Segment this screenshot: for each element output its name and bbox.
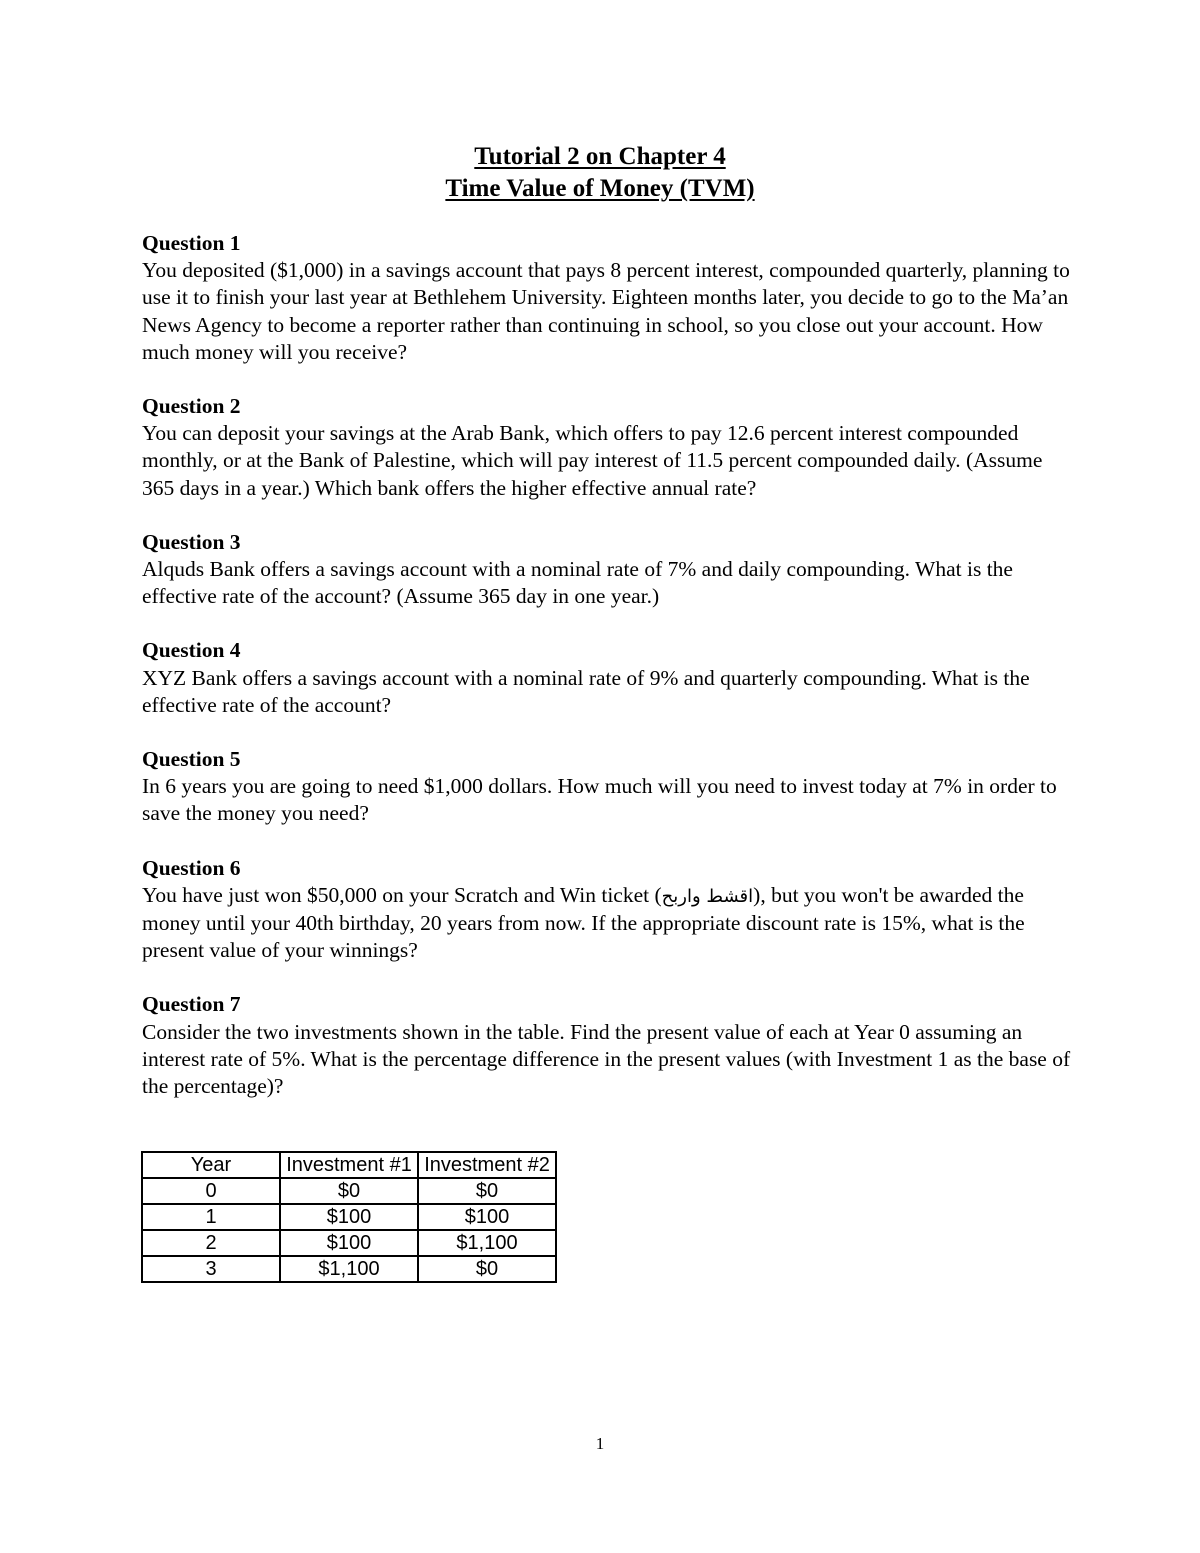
title-line-2: Time Value of Money (TVM) <box>445 175 755 202</box>
table-row <box>142 1204 556 1230</box>
question-text: Consider the two investments shown in the table. Find the present value of each at Year 0 assuming an interest rate of 5%. What is the percentage difference in the present values (with Investment 1 as the base of the percentage)? <box>142 1019 1071 1099</box>
question-heading: Question 1 <box>142 231 241 255</box>
table-cell: $100 <box>280 1204 418 1230</box>
table-cell: $1,100 <box>418 1230 556 1256</box>
arabic-phrase: اقشط واربح <box>661 885 754 907</box>
question-2 <box>142 393 1072 502</box>
table-cell: $100 <box>418 1204 556 1230</box>
table-cell: 0 <box>142 1178 280 1204</box>
question-text: You deposited ($1,000) in a savings account that pays 8 percent interest, compounded quarterly, planning to use it to finish your last year at Bethlehem University. Eighteen months later, you decide to go to the Ma’an News Agency to become a reporter rather than continuing in school, so you close out your account. How much money will you receive? <box>142 258 1070 364</box>
document-title <box>0 141 1200 205</box>
question-text-part: You have just won $50,000 on your Scratch and Win ticket ( <box>142 882 662 907</box>
question-text: Alquds Bank offers a savings account with a nominal rate of 7% and daily compounding. What is the effective rate of the account? (Assume 365 day in one year.) <box>142 557 1013 609</box>
table-cell: $0 <box>418 1256 556 1282</box>
table-cell: 2 <box>142 1230 280 1256</box>
title-line-1: Tutorial 2 on Chapter 4 <box>474 143 726 170</box>
question-text: You can deposit your savings at the Arab Bank, which offers to pay 12.6 percent interest compounded monthly, or at the Bank of Palestine, which will pay interest of 11.5 percent compounded daily. (Assume 365 days in a year.) Which bank offers the higher effective annual rate? <box>142 421 1043 500</box>
table-cell: $0 <box>418 1178 556 1204</box>
table-cell: 1 <box>142 1204 280 1230</box>
column-header-year: Year <box>142 1152 280 1178</box>
question-7 <box>142 991 1072 1100</box>
table-header-row <box>142 1152 556 1178</box>
question-text: In 6 years you are going to need $1,000 dollars. How much will you need to invest today at 7% in order to save the money you need? <box>142 774 1057 826</box>
table-row <box>142 1230 556 1256</box>
page-number: 1 <box>595 1434 605 1453</box>
investment-table <box>141 1151 557 1283</box>
table-row <box>142 1178 556 1204</box>
table-cell: $1,100 <box>280 1256 418 1282</box>
question-4 <box>142 637 1072 719</box>
column-header-investment-1: Investment #1 <box>280 1152 418 1178</box>
table-cell: $0 <box>280 1178 418 1204</box>
question-5 <box>142 746 1072 828</box>
question-6 <box>142 855 1072 965</box>
question-text: XYZ Bank offers a savings account with a nominal rate of 9% and quarterly compounding. What is the effective rate of the account? <box>142 665 1030 717</box>
questions-section <box>142 230 1072 1127</box>
question-3 <box>142 529 1072 611</box>
table-row <box>142 1256 556 1282</box>
question-heading: Question 3 <box>142 529 241 554</box>
question-heading: Question 5 <box>142 747 241 772</box>
question-heading: Question 4 <box>142 638 241 663</box>
question-text <box>142 882 1072 965</box>
question-heading: Question 2 <box>142 394 241 419</box>
question-text-part: ), but you won't be awarded the money until your 40th birthday, 20 years from now. If the appropriate discount rate is 15%, what is the present value of your winnings? <box>142 882 1025 963</box>
table-cell: 3 <box>142 1256 280 1282</box>
table-cell: $100 <box>280 1230 418 1256</box>
column-header-investment-2: Investment #2 <box>418 1152 556 1178</box>
question-1 <box>142 230 1072 366</box>
question-heading: Question 7 <box>142 992 241 1017</box>
question-heading: Question 6 <box>142 855 241 880</box>
